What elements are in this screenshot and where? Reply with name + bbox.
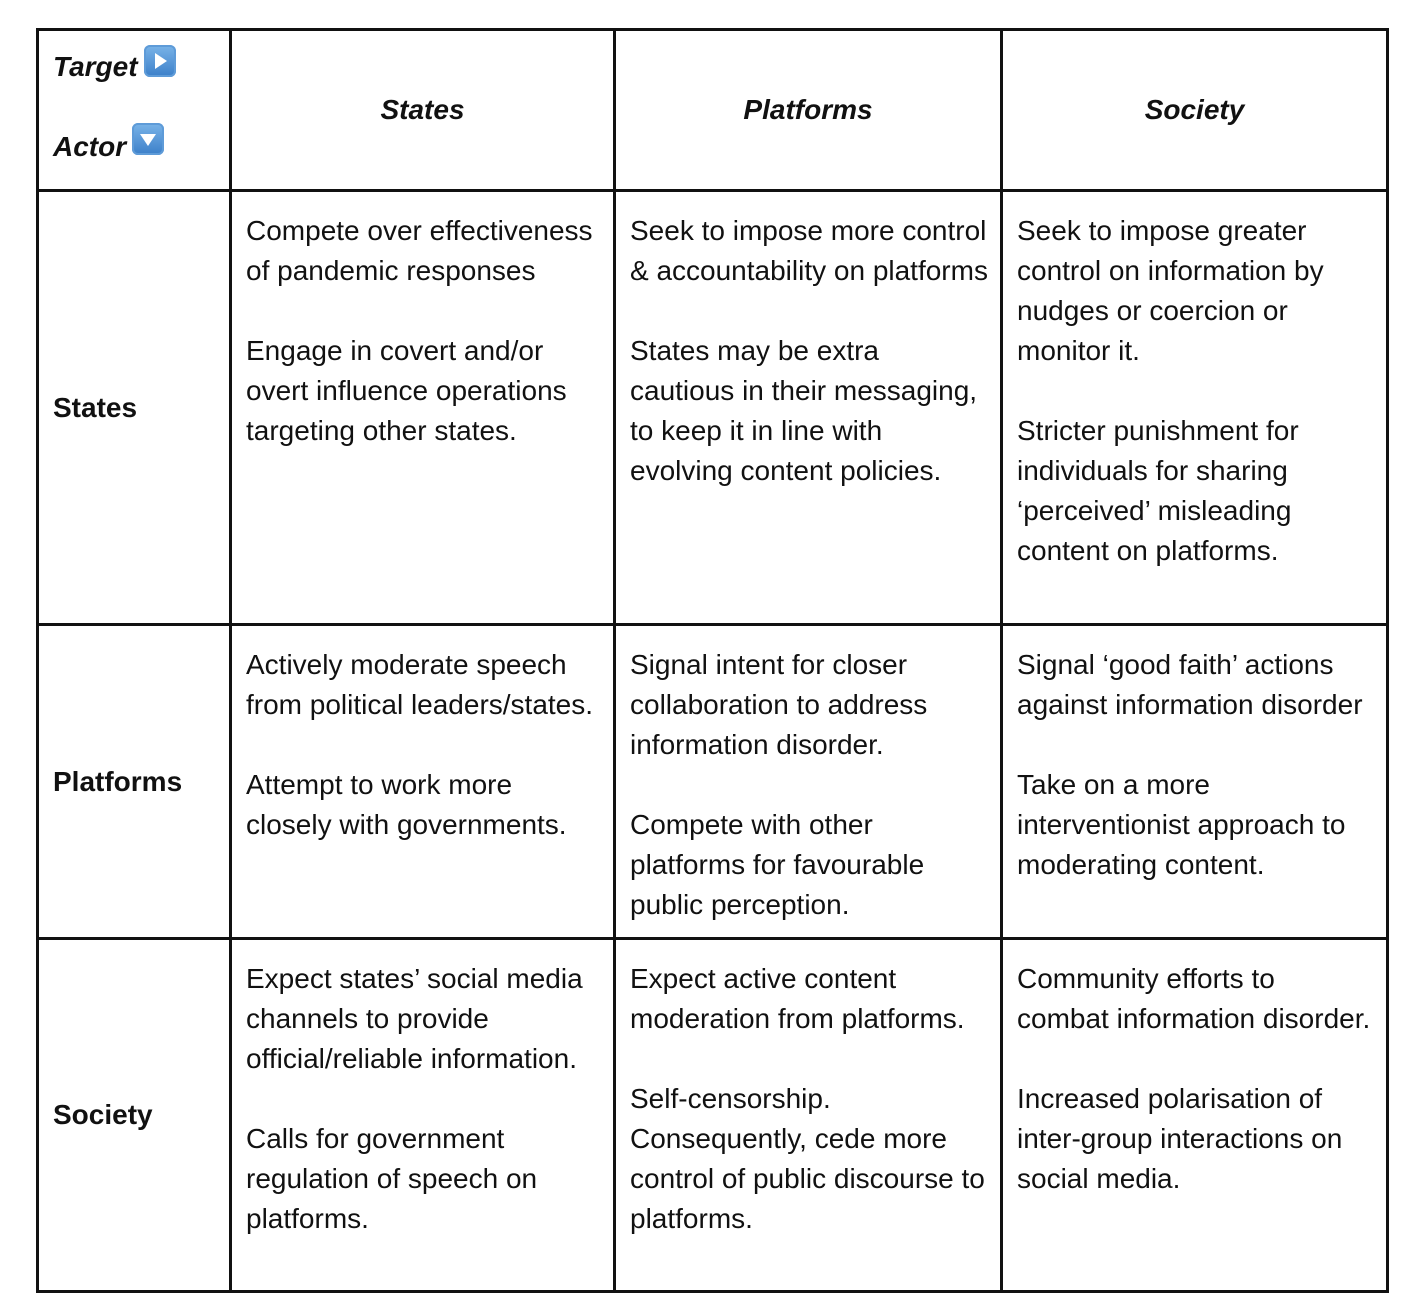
corner-cell [38, 30, 231, 191]
target-label: Target [53, 51, 138, 82]
cell-paragraph: Seek to impose greater control on information by nudges or coercion or monitor it. [1017, 215, 1324, 366]
cell-paragraph: Stricter punishment for individuals for sharing ‘perceived’ misleading content on platforms. [1017, 415, 1299, 566]
table-row-platforms [38, 625, 1388, 939]
row-header-platforms: Platforms [38, 625, 231, 939]
table-cell [615, 625, 1002, 939]
cell-paragraph: Community efforts to combat information disorder. [1017, 963, 1371, 1034]
table-cell [231, 625, 615, 939]
table-cell [1002, 625, 1388, 939]
cell-paragraph: Expect states’ social media channels to provide official/reliable information. [246, 963, 583, 1074]
table-cell [615, 191, 1002, 625]
cell-paragraph: Compete with other platforms for favourable public perception. [630, 809, 925, 920]
cell-paragraph: Compete over effectiveness of pandemic responses [246, 215, 593, 286]
cell-paragraph: Attempt to work more closely with governments. [246, 769, 567, 840]
column-header-society: Society [1002, 30, 1388, 191]
cell-paragraph: Expect active content moderation from platforms. [630, 963, 965, 1034]
cell-paragraph: Signal intent for closer collaboration to address information disorder. [630, 649, 928, 760]
cell-paragraph: Engage in covert and/or overt influence operations targeting other states. [246, 335, 567, 446]
cell-paragraph: States may be extra cautious in their messaging, to keep it in line with evolving content policies. [630, 335, 978, 486]
cell-paragraph: Signal ‘good faith’ actions against information disorder [1017, 649, 1363, 720]
down-arrow-icon [132, 123, 164, 155]
target-axis-label [53, 51, 176, 83]
table-cell [1002, 191, 1388, 625]
table-cell [231, 191, 615, 625]
cell-paragraph: Take on a more interventionist approach to moderating content. [1017, 769, 1346, 880]
cell-paragraph: Increased polarisation of inter-group interactions on social media. [1017, 1083, 1343, 1194]
table-row-states [38, 191, 1388, 625]
cell-paragraph: Self-censorship. Consequently, cede more control of public discourse to platforms. [630, 1083, 985, 1234]
header-row [38, 30, 1388, 191]
cell-paragraph: Actively moderate speech from political leaders/states. [246, 649, 594, 720]
table-row-society [38, 939, 1388, 1292]
table-cell [615, 939, 1002, 1292]
cell-paragraph: Seek to impose more control & accountability on platforms [630, 215, 988, 286]
column-header-platforms: Platforms [615, 30, 1002, 191]
actor-axis-label [53, 131, 164, 163]
actor-label: Actor [53, 131, 127, 162]
actor-target-matrix [36, 28, 1389, 1293]
table-cell [231, 939, 615, 1292]
table-cell [1002, 939, 1388, 1292]
cell-paragraph: Calls for government regulation of speech on platforms. [246, 1123, 538, 1234]
right-arrow-icon [144, 45, 176, 77]
row-header-society: Society [38, 939, 231, 1292]
row-header-states: States [38, 191, 231, 625]
column-header-states: States [231, 30, 615, 191]
